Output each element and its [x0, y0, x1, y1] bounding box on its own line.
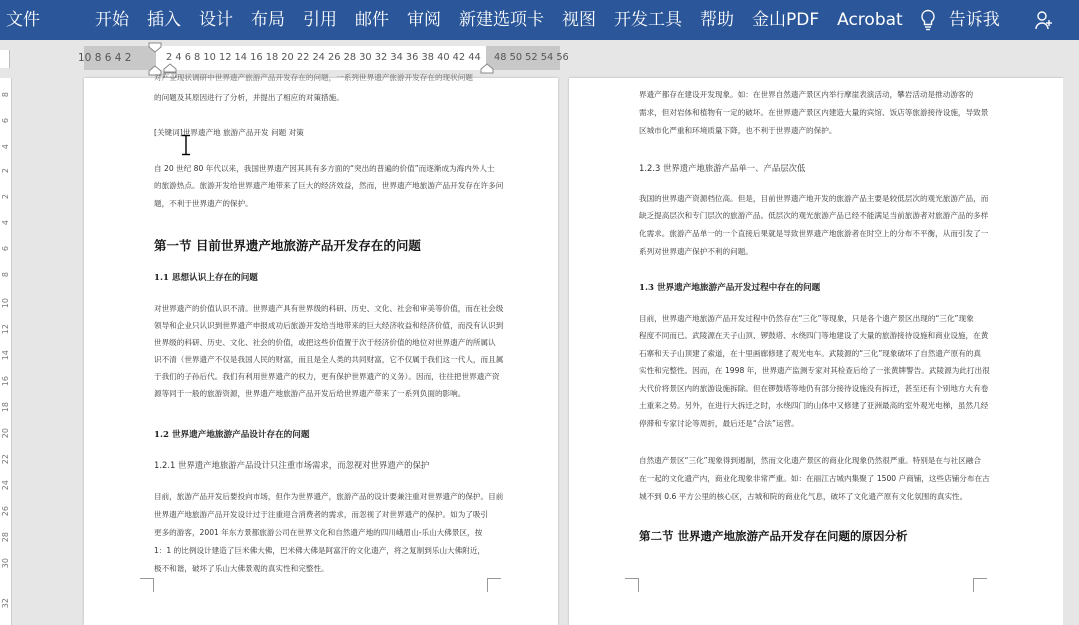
subsection-1-2-1-heading: 1.2.1 世界遗产地旅游产品设计只注重市场需求，而忽视对世界遗产的保护 [154, 460, 430, 470]
section-1-heading: 第一节 目前世界遗产地旅游产品开发存在的问题 [154, 238, 421, 253]
tab-references[interactable]: 引用 [303, 10, 337, 30]
tab-layout[interactable]: 布局 [251, 10, 285, 30]
paragraph-line: 大代价将景区内的旅游设施拆除。但在锣鼓塔等地仍有部分接待设施没有拆迁，甚至还有个别地方大有卷 [639, 384, 989, 393]
tab-acrobat[interactable]: Acrobat [837, 10, 903, 30]
paragraph-line: 缺乏提高层次和专门层次的旅游产品。低层次的观光旅游产品已经不能满足当前旅游者对旅游产品的多样 [639, 211, 989, 220]
paragraph-line: 程度不同而已。武陵源在天子山顶、锣鼓塔、水绕四门等地建设了大量的旅游接待设施和商业设施，在黄 [639, 331, 989, 340]
share-icon[interactable] [1035, 10, 1053, 30]
paragraph-line: 更多的游客，2001 年东方景都旅游公司在世界文化和自然遗产地的四川峨眉山-乐山大佛景区，按 [154, 528, 483, 537]
subsection-1-2-3-heading: 1.2.3 世界遗产地旅游产品单一、产品层次低 [639, 163, 806, 173]
paragraph-line: 化需求。旅游产品单一的一个直接后果就是导致世界遗产地旅游者在时空上的分布不平衡，从而引发了一 [639, 229, 989, 238]
paragraph-line: 土重来之势。另外，在进行大拆迁之时，水绕四门的山体中又修建了亚洲最高的室外观光电梯，虽然几经 [639, 401, 989, 410]
lightbulb-icon[interactable] [920, 9, 936, 31]
paragraph-line: 城不到 0.6 平方公里的核心区，古城和院的商业化气息，破坏了文化遗产原有文化氛围的真实性。 [639, 492, 968, 501]
tab-view[interactable]: 视图 [562, 10, 596, 30]
subsection-1-1-heading: 1.1 思想认识上存在的问题 [154, 273, 258, 283]
workspace-right-edge [1063, 78, 1079, 625]
ruler-numbers-main: 2 4 6 8 10 12 14 16 18 20 22 24 26 28 30 32 34 36 38 40 42 44 [166, 52, 481, 63]
paragraph-line: 源等同于一般的旅游资源，世界遗产地旅游产品开发后给世界遗产带来了一系列负面的影响。 [154, 389, 466, 398]
margin-crop-mark [625, 578, 639, 592]
tab-file[interactable]: 文件 [6, 10, 40, 30]
document-page-right[interactable] [569, 78, 1063, 625]
paragraph-line: 世界级的科研、历史、文化、社会的价值，或把这些价值置于次于经济价值的地位对世界遗产的所属认 [154, 338, 496, 347]
text-cursor-icon [180, 134, 192, 156]
document-page-left[interactable] [84, 73, 558, 625]
tab-mailings[interactable]: 邮件 [355, 10, 389, 30]
paragraph-line: 我国的世界遗产资源档位高。但是，目前世界遗产地开发的旅游产品主要是较低层次的观光旅游产品，而 [639, 194, 989, 203]
tab-kingsoft-pdf[interactable]: 金山PDF [752, 10, 820, 30]
tab-insert[interactable]: 插入 [147, 10, 181, 30]
paragraph-line: 识不清（世界遗产不仅是我国人民的财富，而且是全人类的共同财富，它不仅属于我们这一代人，而且属 [154, 355, 504, 364]
paragraph-line: 自 20 世纪 80 年代以来，我国世界遗产因其具有多方面的“突出的普遍的价值”而逐渐成为海内外人士 [154, 164, 495, 173]
tab-help[interactable]: 帮助 [700, 10, 734, 30]
paragraph-line: 领导和企业只认识到世界遗产申报成功后旅游开发给当地带来的巨大经济收益和经济价值，而没有认识到 [154, 321, 504, 330]
ribbon-tab-bar [0, 0, 1079, 40]
paragraph-line: 目前，世界遗产地旅游产品开发过程中仍然存在“三化”等现象，只是各个遗产景区出现的“三化”现象 [639, 314, 974, 323]
tab-review[interactable]: 审阅 [407, 10, 441, 30]
paragraph-line: 于我们的子孙后代。我们有利用世界遗产的权力，更有保护世界遗产的义务）。因而，往往把世界遗产资 [154, 372, 500, 381]
paragraph-line: 界遗产都存在建设开发现象。如：在世界自然遗产景区内举行摩崖表演活动，攀岩活动是推动游客的 [639, 90, 974, 99]
paragraph-line: 的旅游热点。旅游开发给世界遗产地带来了巨大的经济效益，然而，世界遗产地旅游产品开发存在许多问 [154, 181, 504, 190]
margin-crop-mark [973, 578, 987, 592]
paragraph-line: 系列对世界遗产保护不利的问题。 [639, 247, 753, 256]
margin-crop-mark [487, 578, 501, 592]
paragraph-line: 实性和完整性。因而，在 1998 年，世界遗产监测专家对其检查后给了一张黄牌警告。武陵源为此打出很 [639, 366, 990, 375]
tab-selector[interactable] [0, 50, 10, 68]
margin-crop-mark [140, 578, 154, 592]
paragraph-line: 极不和谐，破坏了乐山大佛景观的真实性和完整性。 [154, 564, 329, 573]
paragraph-line: 1：1 的比例设计建造了巨米佛大佛，巴米佛大佛是阿富汗的文化遗产，将之复制到乐山大佛附近， [154, 546, 486, 555]
paragraph-line: 目前，旅游产品开发后要投向市场，但作为世界遗产，旅游产品的设计要兼注重对世界遗产的保护。目前 [154, 492, 504, 501]
paragraph-line: 对世界遗产的价值认识不清。世界遗产具有世界级的科研、历史、文化、社会和审美等价值，而在社会级 [154, 304, 504, 313]
paragraph-line: 停滞和专家讨论等周折，最后还是“合法”运营。 [639, 419, 799, 428]
paragraph-line: 石寨和天子山顶建了索道，在十里画廊修建了观光电车。武陵源的“三化”现象破坏了自然遗产原有的真 [639, 349, 981, 358]
paragraph-line: 需求，但对岩体和植物有一定的破坏。在世界遗产景区内建造大量的宾馆、饭店等旅游接待设施，导致景 [639, 108, 989, 117]
tab-new-tab[interactable]: 新建选项卡 [459, 10, 544, 30]
tab-developer[interactable]: 开发工具 [614, 10, 682, 30]
intro-line-2: 的问题及其原因进行了分析，并提出了相应的对策措施。 [154, 93, 344, 102]
tell-me-search[interactable]: 告诉我 [948, 10, 1000, 30]
subsection-1-2-heading: 1.2 世界遗产地旅游产品设计存在的问题 [154, 430, 310, 440]
intro-line-cut: 对产业现状调研中世界遗产旅游产品开发存在的问题，一系列世界遗产旅游开发存在的现状问题 [154, 73, 473, 82]
tab-design[interactable]: 设计 [199, 10, 233, 30]
keywords-line: [关键词]世界遗产地 旅游产品开发 问题 对策 [154, 128, 304, 137]
right-indent-marker[interactable] [480, 62, 494, 76]
vertical-ruler[interactable]: 8 6 4 2 2 4 6 8 10 12 14 16 18 20 22 24 26 28 30 32 [0, 78, 12, 625]
paragraph-line: 世界遗产地旅游产品开发设计过于注重迎合消费者的需求，而忽视了对世界遗产的保护。如为了吸引 [154, 510, 489, 519]
section-2-heading: 第二节 世界遗产地旅游产品开发存在问题的原因分析 [639, 529, 908, 543]
subsection-1-3-heading: 1.3 世界遗产地旅游产品开发过程中存在的问题 [639, 283, 821, 293]
paragraph-line: 区城市化严重和环境质量下降，也不利于世界遗产的保护。 [639, 126, 837, 135]
tab-home[interactable]: 开始 [95, 10, 129, 30]
paragraph-line: 题，不利于世界遗产的保护。 [154, 199, 253, 208]
paragraph-line: 在一起的文化遗产内，商业化现象非常严重。如：在丽江古城内集聚了 1500 户商铺，这些店铺分布在古 [639, 474, 990, 483]
paragraph-line: 自然遗产景区“三化”现象得到遏制，然而文化遗产景区的商业化现象仍然很严重。特别是在与社区融合 [639, 456, 981, 465]
ruler-numbers-right: 48 50 52 54 56 [494, 52, 569, 63]
ruler-numbers-left: 10 8 6 4 2 [78, 52, 132, 64]
